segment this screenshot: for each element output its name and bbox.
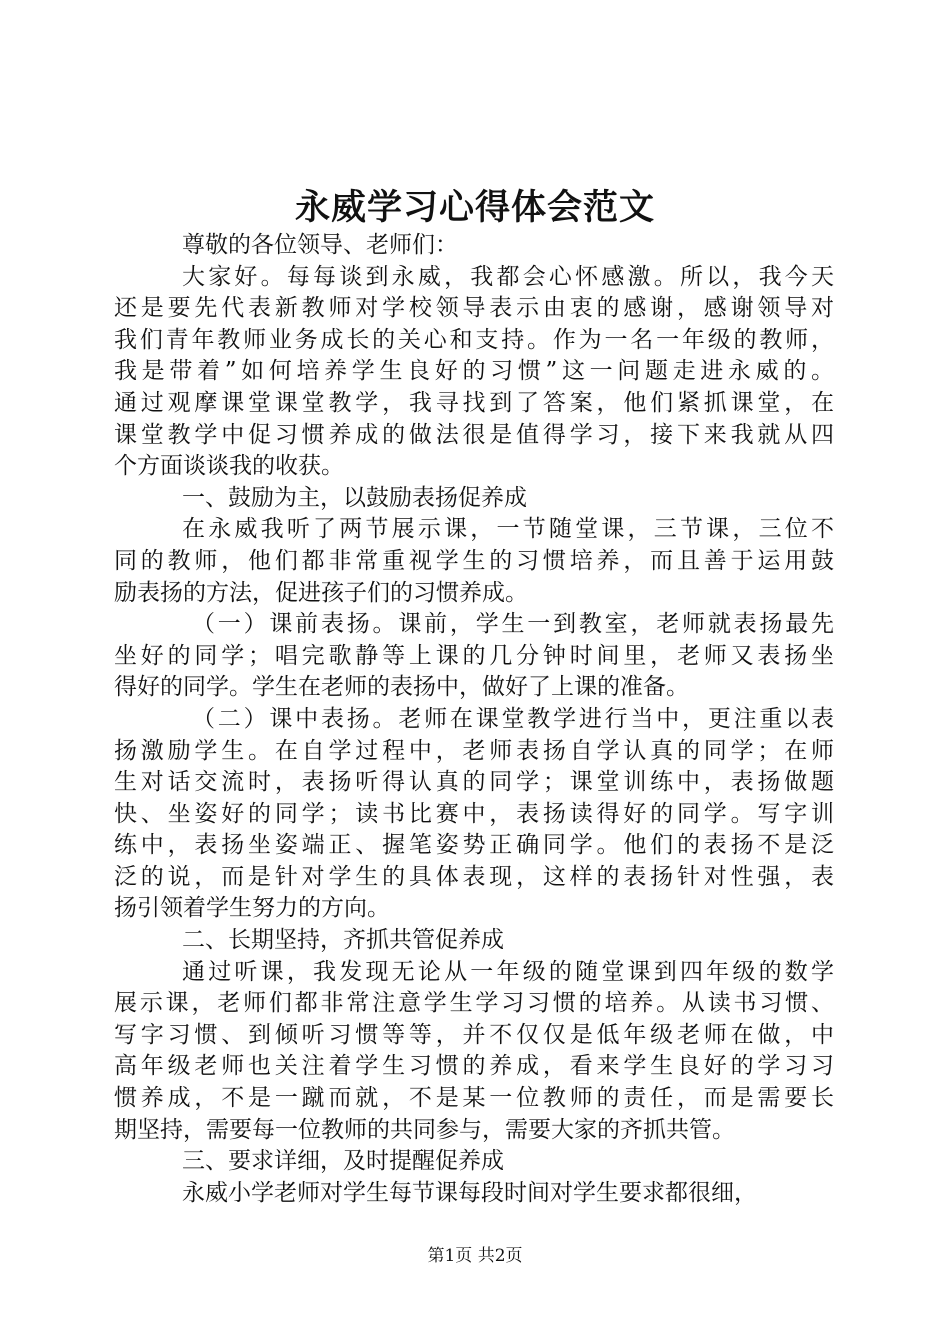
paragraph-line: 通过观摩课堂课堂教学，我寻找到了答案，他们紧抓课堂，在 — [114, 389, 834, 416]
paragraph-line: 练中，表扬坐姿端正、握笔姿势正确同学。他们的表扬不是泛 — [114, 832, 834, 859]
paragraph-line: 个方面谈谈我的收获。 — [114, 453, 344, 480]
paragraph-line: 写字习惯、到倾听习惯等等，并不仅仅是低年级老师在做，中 — [114, 1021, 834, 1048]
page-number: 第1页 共2页 — [427, 1246, 523, 1266]
paragraph-line: 通过听课，我发现无论从一年级的随堂课到四年级的数学 — [182, 958, 834, 985]
paragraph-line: 泛的说，而是针对学生的具体表现，这样的表扬针对性强，表 — [114, 863, 834, 890]
section-heading: 三、要求详细，及时提醒促养成 — [182, 1148, 504, 1175]
paragraph-line: 扬激励学生。在自学过程中，老师表扬自学认真的同学；在师 — [114, 737, 834, 764]
salutation: 尊敬的各位领导、老师们： — [182, 232, 458, 258]
paragraph-line: 大家好。每每谈到永威，我都会心怀感激。所以，我今天 — [182, 263, 834, 290]
paragraph-line: 课堂教学中促习惯养成的做法很是值得学习，接下来我就从四 — [114, 421, 834, 448]
paragraph-line: 励表扬的方法，促进孩子们的习惯养成。 — [114, 579, 528, 606]
paragraph-line: 同的教师，他们都非常重视学生的习惯培养，而且善于运用鼓 — [114, 547, 834, 574]
paragraph-line: 快、坐姿好的同学；读书比赛中，表扬读得好的同学。写字训 — [114, 800, 834, 827]
paragraph-line: 展示课，老师们都非常注意学生学习习惯的培养。从读书习惯、 — [114, 990, 834, 1017]
paragraph-line: （一）课前表扬。课前，学生一到教室，老师就表扬最先 — [192, 611, 834, 638]
paragraph-line: 坐好的同学；唱完歌静等上课的几分钟时间里，老师又表扬坐 — [114, 642, 834, 669]
document-title: 永威学习心得体会范文 — [294, 187, 655, 228]
paragraph-line: 期坚持，需要每一位教师的共同参与，需要大家的齐抓共管。 — [114, 1116, 735, 1143]
paragraph-line: 永威小学老师对学生每节课每段时间对学生要求都很细， — [182, 1179, 757, 1206]
document-body — [114, 230, 834, 1209]
section-heading: 二、长期坚持，齐抓共管促养成 — [182, 927, 504, 954]
paragraph-line: （二）课中表扬。老师在课堂教学进行当中，更注重以表 — [192, 705, 834, 732]
paragraph-line: 我是带着”如何培养学生良好的习惯”这一问题走进永威的。 — [114, 358, 834, 385]
paragraph-line: 还是要先代表新教师对学校领导表示由衷的感谢，感谢领导对 — [114, 295, 834, 322]
paragraph-line: 高年级老师也关注着学生习惯的养成，看来学生良好的学习习 — [114, 1053, 834, 1080]
paragraph-line: 惯养成，不是一蹴而就，不是某一位教师的责任，而是需要长 — [114, 1085, 834, 1112]
paragraph-line: 生对话交流时，表扬听得认真的同学；课堂训练中，表扬做题 — [114, 769, 834, 796]
paragraph-line: 在永威我听了两节展示课，一节随堂课，三节课，三位不 — [182, 516, 834, 543]
paragraph-line: 我们青年教师业务成长的关心和支持。作为一名一年级的教师， — [114, 326, 834, 353]
section-heading: 一、鼓励为主，以鼓励表扬促养成 — [182, 484, 527, 511]
paragraph-line: 扬引领着学生努力的方向。 — [114, 895, 390, 922]
paragraph-line: 得好的同学。学生在老师的表扬中，做好了上课的准备。 — [114, 674, 689, 701]
